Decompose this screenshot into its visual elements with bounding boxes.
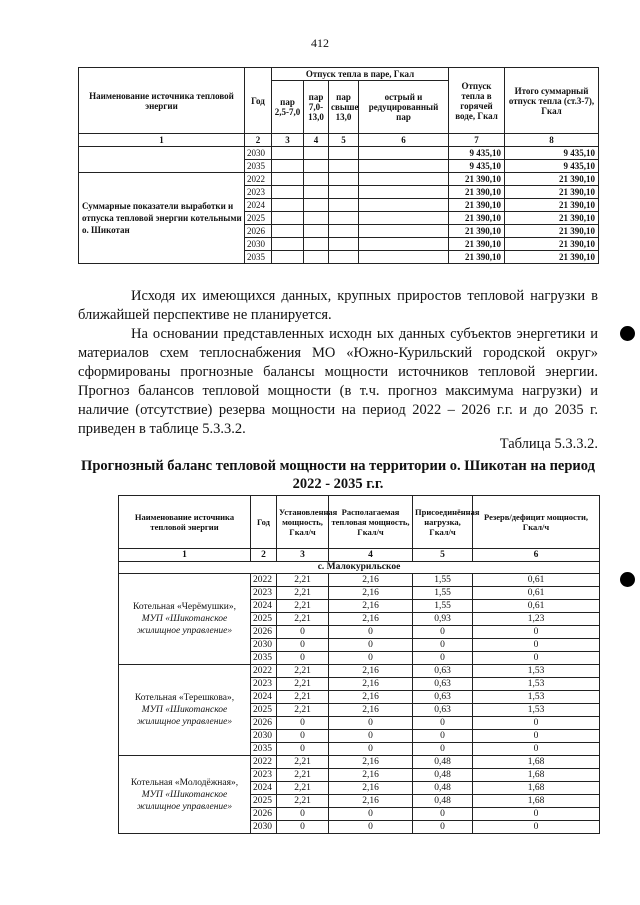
- installed-cell: 2,21: [277, 691, 329, 704]
- table-row: [119, 665, 600, 678]
- header-installed: Установленная мощность, Гкал/ч: [277, 496, 329, 549]
- installed-cell: 0: [277, 652, 329, 665]
- hot-water-cell: 21 390,10: [449, 251, 505, 264]
- table-row: [119, 756, 600, 769]
- year-cell: 2022: [245, 173, 272, 186]
- hot-water-cell: 21 390,10: [449, 238, 505, 251]
- installed-cell: 0: [277, 717, 329, 730]
- source-cell: [119, 756, 251, 834]
- reserve-cell: 0: [473, 730, 600, 743]
- installed-cell: 0: [277, 821, 329, 834]
- total-cell: 21 390,10: [505, 225, 599, 238]
- installed-cell: 0: [277, 626, 329, 639]
- punch-hole-mark: [620, 326, 635, 341]
- connected-cell: 0,48: [413, 795, 473, 808]
- installed-cell: 0: [277, 730, 329, 743]
- column-index-row: [119, 549, 600, 562]
- section-title: с. Малокурильское: [119, 562, 600, 574]
- available-cell: 2,16: [329, 613, 413, 626]
- connected-cell: 1,55: [413, 600, 473, 613]
- available-cell: 2,16: [329, 678, 413, 691]
- year-cell: 2030: [251, 730, 277, 743]
- reserve-cell: 1,23: [473, 613, 600, 626]
- total-cell: 9 435,10: [505, 147, 599, 160]
- year-cell: 2023: [251, 769, 277, 782]
- header-hot-water: Отпуск тепла в горячей воде, Гкал: [449, 68, 505, 134]
- column-index: 5: [329, 134, 359, 147]
- available-cell: 0: [329, 808, 413, 821]
- source-owner: МУП «Шикотанское жилищное управление»: [136, 614, 233, 636]
- connected-cell: 0: [413, 808, 473, 821]
- year-cell: 2022: [251, 574, 277, 587]
- header-steam-group: Отпуск тепла в паре, Гкал: [272, 68, 449, 81]
- installed-cell: 2,21: [277, 665, 329, 678]
- header-steam-7-13: пар 7,0-13,0: [304, 81, 329, 134]
- column-index: 4: [304, 134, 329, 147]
- reserve-cell: 1,53: [473, 691, 600, 704]
- capacity-balance-table: [118, 495, 600, 834]
- connected-cell: 0: [413, 626, 473, 639]
- group-label-cell: Суммарные показатели выработки и отпуска тепловой энергии котельными о. Шикотан: [79, 173, 245, 264]
- connected-cell: 0: [413, 730, 473, 743]
- connected-cell: 0,63: [413, 665, 473, 678]
- header-year: Год: [251, 496, 277, 549]
- available-cell: 2,16: [329, 704, 413, 717]
- connected-cell: 0,63: [413, 704, 473, 717]
- available-cell: 0: [329, 743, 413, 756]
- hot-water-cell: 9 435,10: [449, 147, 505, 160]
- paragraph-growth: Исходя их имеющихся данных, крупных приростов тепловой нагрузки в ближайшей перспективе не планируется.: [78, 288, 598, 323]
- year-cell: 2035: [245, 160, 272, 173]
- reserve-cell: 1,68: [473, 756, 600, 769]
- source-name-cell: [79, 147, 245, 173]
- available-cell: 0: [329, 821, 413, 834]
- connected-cell: 0: [413, 639, 473, 652]
- reserve-cell: 0: [473, 639, 600, 652]
- year-cell: 2025: [251, 704, 277, 717]
- source-name: Котельная «Терешкова»,: [134, 693, 235, 703]
- reserve-cell: 1,68: [473, 769, 600, 782]
- connected-cell: 0,93: [413, 613, 473, 626]
- column-index: 2: [245, 134, 272, 147]
- column-index: 6: [473, 549, 600, 562]
- header-connected: Присоединённая нагрузка, Гкал/ч: [413, 496, 473, 549]
- year-cell: 2026: [245, 225, 272, 238]
- year-cell: 2023: [245, 186, 272, 199]
- year-cell: 2026: [251, 808, 277, 821]
- connected-cell: 1,55: [413, 574, 473, 587]
- connected-cell: 1,55: [413, 587, 473, 600]
- year-cell: 2030: [251, 639, 277, 652]
- table-row: [119, 574, 600, 587]
- year-cell: 2030: [251, 821, 277, 834]
- reserve-cell: 1,53: [473, 678, 600, 691]
- available-cell: 2,16: [329, 782, 413, 795]
- header-source-name: Наименование источника тепловой энергии: [79, 68, 245, 134]
- reserve-cell: 0: [473, 821, 600, 834]
- reserve-cell: 1,53: [473, 665, 600, 678]
- connected-cell: 0: [413, 743, 473, 756]
- heat-output-table: [78, 67, 599, 264]
- total-cell: 21 390,10: [505, 173, 599, 186]
- column-index-row: [79, 134, 599, 147]
- reserve-cell: 1,53: [473, 704, 600, 717]
- installed-cell: 2,21: [277, 782, 329, 795]
- reserve-cell: 0: [473, 808, 600, 821]
- year-cell: 2026: [251, 717, 277, 730]
- reserve-cell: 0,61: [473, 574, 600, 587]
- column-index: 5: [413, 549, 473, 562]
- available-cell: 2,16: [329, 587, 413, 600]
- available-cell: 0: [329, 652, 413, 665]
- total-cell: 21 390,10: [505, 212, 599, 225]
- available-cell: 2,16: [329, 795, 413, 808]
- source-owner: МУП «Шикотанское жилищное управление»: [136, 789, 233, 812]
- table-header-row: [119, 496, 600, 549]
- connected-cell: 0: [413, 821, 473, 834]
- table-caption: Таблица 5.3.3.2.: [499, 436, 598, 452]
- header-steam-13: пар свыше 13,0: [329, 81, 359, 134]
- year-cell: 2026: [251, 626, 277, 639]
- year-cell: 2023: [251, 678, 277, 691]
- available-cell: 2,16: [329, 756, 413, 769]
- header-steam-sharp: острый и редуцированный пар: [359, 81, 449, 134]
- hot-water-cell: 21 390,10: [449, 212, 505, 225]
- installed-cell: 2,21: [277, 600, 329, 613]
- reserve-cell: 0: [473, 717, 600, 730]
- available-cell: 2,16: [329, 691, 413, 704]
- year-cell: 2035: [245, 251, 272, 264]
- reserve-cell: 1,68: [473, 795, 600, 808]
- table-row: [79, 173, 599, 186]
- header-reserve: Резерв/дефицит мощности, Гкал/ч: [473, 496, 600, 549]
- total-cell: 21 390,10: [505, 238, 599, 251]
- column-index: 1: [79, 134, 245, 147]
- installed-cell: 2,21: [277, 756, 329, 769]
- column-index: 1: [119, 549, 251, 562]
- connected-cell: 0,48: [413, 782, 473, 795]
- punch-hole-mark: [620, 572, 635, 587]
- total-cell: 9 435,10: [505, 160, 599, 173]
- installed-cell: 0: [277, 639, 329, 652]
- reserve-cell: 0: [473, 652, 600, 665]
- total-cell: 21 390,10: [505, 199, 599, 212]
- installed-cell: 2,21: [277, 613, 329, 626]
- year-cell: 2035: [251, 652, 277, 665]
- header-total: Итого суммарный отпуск тепла (ст.3-7), Гкал: [505, 68, 599, 134]
- reserve-cell: 1,68: [473, 782, 600, 795]
- total-cell: 21 390,10: [505, 251, 599, 264]
- available-cell: 0: [329, 626, 413, 639]
- column-index: 3: [277, 549, 329, 562]
- connected-cell: 0,48: [413, 769, 473, 782]
- header-source-name: Наименование источника тепловой энергии: [119, 496, 251, 549]
- reserve-cell: 0,61: [473, 600, 600, 613]
- installed-cell: 2,21: [277, 769, 329, 782]
- connected-cell: 0,63: [413, 678, 473, 691]
- header-year: Год: [245, 68, 272, 134]
- connected-cell: 0,48: [413, 756, 473, 769]
- section-row: [119, 562, 600, 574]
- available-cell: 2,16: [329, 665, 413, 678]
- year-cell: 2025: [251, 795, 277, 808]
- year-cell: 2023: [251, 587, 277, 600]
- available-cell: 2,16: [329, 574, 413, 587]
- column-index: 4: [329, 549, 413, 562]
- reserve-cell: 0: [473, 743, 600, 756]
- year-cell: 2024: [251, 600, 277, 613]
- installed-cell: 2,21: [277, 587, 329, 600]
- table-row: [79, 147, 599, 160]
- column-index: 2: [251, 549, 277, 562]
- year-cell: 2024: [245, 199, 272, 212]
- hot-water-cell: 21 390,10: [449, 186, 505, 199]
- available-cell: 0: [329, 639, 413, 652]
- reserve-cell: 0,61: [473, 587, 600, 600]
- connected-cell: 0: [413, 652, 473, 665]
- source-owner: МУП «Шикотанское жилищное управление»: [136, 705, 233, 727]
- year-cell: 2022: [251, 665, 277, 678]
- column-index: 6: [359, 134, 449, 147]
- column-index: 7: [449, 134, 505, 147]
- page-number: 412: [311, 36, 329, 50]
- source-cell: [119, 574, 251, 665]
- installed-cell: 2,21: [277, 678, 329, 691]
- installed-cell: 0: [277, 743, 329, 756]
- year-cell: 2025: [251, 613, 277, 626]
- available-cell: 2,16: [329, 769, 413, 782]
- year-cell: 2024: [251, 782, 277, 795]
- year-cell: 2024: [251, 691, 277, 704]
- available-cell: 0: [329, 730, 413, 743]
- column-index: 8: [505, 134, 599, 147]
- available-cell: 0: [329, 717, 413, 730]
- reserve-cell: 0: [473, 626, 600, 639]
- year-cell: 2030: [245, 147, 272, 160]
- table-header-row: [79, 68, 599, 81]
- paragraph-forecast: На основании представленных исходн ых данных субъектов энергетики и материалов схем теплоснабжения МО «Южно-Курильский городской округ» сформированы прогнозные балансы мощности источников тепловой энергии. Прогноз балансов тепловой мощности (в т.ч. прогноз максимума нагрузки) и наличие (отсутствие) резерва мощности на период 2022 – 2026 г.г. и до 2035 г. приведен в таблице 5.3.3.2.: [78, 326, 598, 437]
- year-cell: 2030: [245, 238, 272, 251]
- header-available: Располагаемая тепловая мощность, Гкал/ч: [329, 496, 413, 549]
- connected-cell: 0,63: [413, 691, 473, 704]
- hot-water-cell: 21 390,10: [449, 173, 505, 186]
- source-cell: [119, 665, 251, 756]
- source-name: Котельная «Молодёжная»,: [130, 777, 239, 788]
- year-cell: 2035: [251, 743, 277, 756]
- available-cell: 2,16: [329, 600, 413, 613]
- total-cell: 21 390,10: [505, 186, 599, 199]
- hot-water-cell: 21 390,10: [449, 225, 505, 238]
- hot-water-cell: 21 390,10: [449, 199, 505, 212]
- installed-cell: 2,21: [277, 574, 329, 587]
- hot-water-cell: 9 435,10: [449, 160, 505, 173]
- installed-cell: 0: [277, 808, 329, 821]
- connected-cell: 0: [413, 717, 473, 730]
- column-index: 3: [272, 134, 304, 147]
- installed-cell: 2,21: [277, 795, 329, 808]
- year-cell: 2025: [245, 212, 272, 225]
- year-cell: 2022: [251, 756, 277, 769]
- table-title: Прогнозный баланс тепловой мощности на территории о. Шикотан на период 2022 - 2035 г.г.: [81, 458, 595, 492]
- source-name: Котельная «Черёмушки»,: [133, 602, 236, 612]
- header-steam-2-5: пар 2,5-7,0: [272, 81, 304, 134]
- installed-cell: 2,21: [277, 704, 329, 717]
